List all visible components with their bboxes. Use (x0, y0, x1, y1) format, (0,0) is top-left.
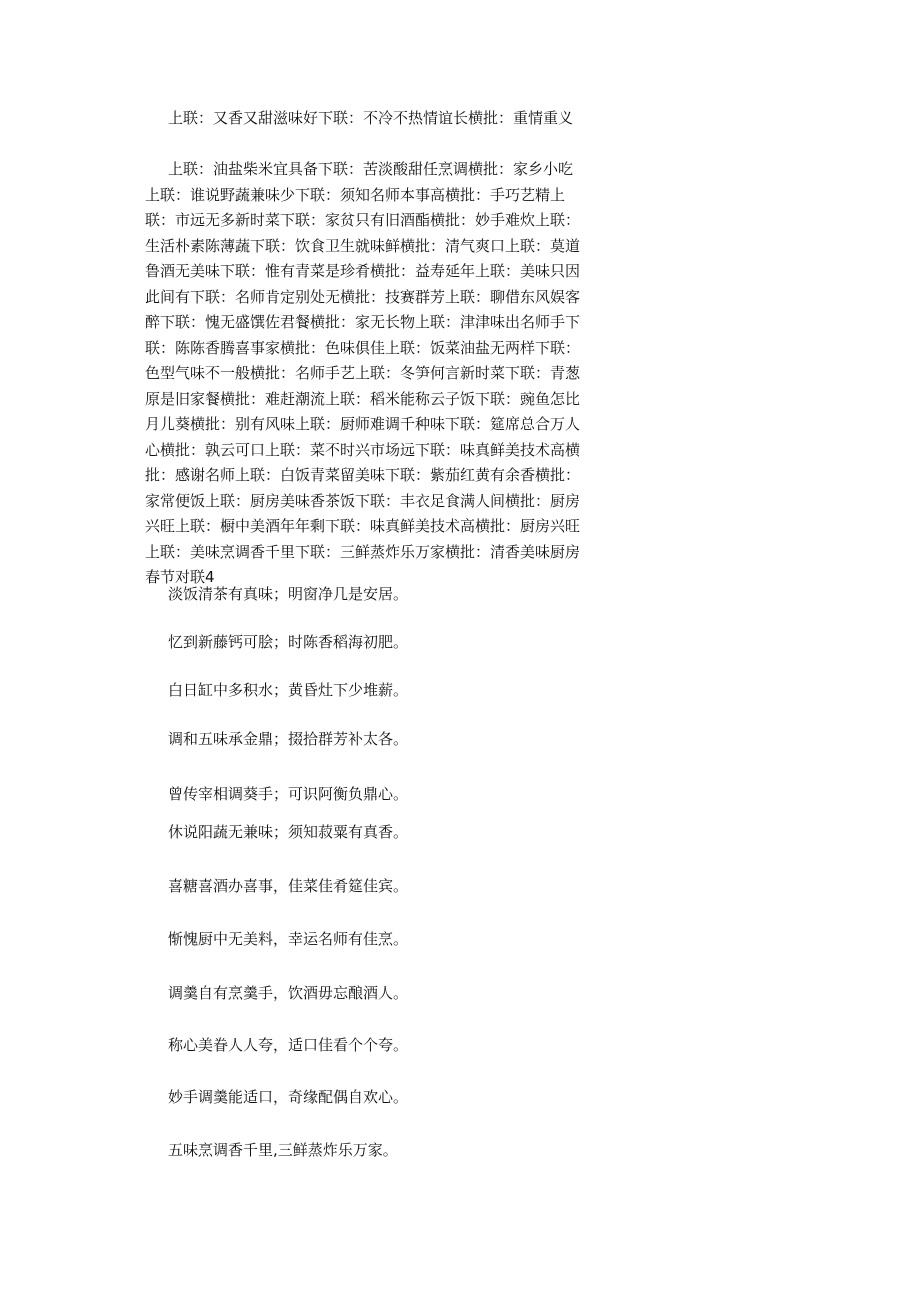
couplet-line: 休说阳蔬无兼味；须知菽粟有真香。 (168, 823, 409, 841)
paragraph-couplet-list: 上联：油盐柴米宜具备下联：苦淡酸甜任烹调横批：家乡小吃上联：谁说野蔬兼味少下联：须知名师本事高横批：手巧艺精上联：市远无多新时菜下联：家贫只有旧酒酯横批：妙手难炊上联：生活朴素陈薄蔬下联：饮食卫生就味鲜横批：清气爽口上联：莫道鲁酒无美味下联：惟有青菜是珍肴横批：益寿延年上联：美味只因此间有下联：名师肯定别处无横批：技赛群芳上联：聊借东风娱客醉下联：愧无盛馔佐君餐横批：家无长物上联：津津味出名师手下联：陈陈香腾喜事家横批：色味俱佳上联：饭菜油盐无两样下联：色型气味不一般横批：名师手艺上联：冬笋何言新时菜下联：青葱原是旧家餐横批：难赶潮流上联：稻米能称云子饭下联：豌鱼怎比月儿葵横批：别有风味上联：厨师难调千种味下联：筵席总合万人心横批：孰云可口上联：菜不时兴市场远下联：味真鲜美技术高横批：感谢名师上联：白饭青菜留美味下联：紫茄红黄有余香横批：家常便饭上联：厨房美味香茶饭下联：丰衣足食满人间横批：厨房兴旺上联：橱中美酒年年剩下联：味真鲜美技术高横批：厨房兴旺上联：美味烹调香千里下联：三鲜蒸炸乐万家横批：清香美味厨房春节对联4 (145, 160, 581, 586)
couplet-line: 称心美眷人人夸，适口佳看个个夸。 (168, 1036, 409, 1054)
couplet-line: 调和五味承金鼎；掇拾群芳补太各。 (168, 730, 409, 748)
couplet-line: 曾传宰相调葵手；可识阿衡负鼎心。 (168, 785, 409, 803)
couplet-line: 忆到新藤钙可脍；时陈香稻海初肥。 (168, 633, 409, 651)
couplet-line: 喜糖喜酒办喜事，佳菜佳肴筵佳宾。 (168, 877, 409, 895)
couplet-line: 妙手调羹能适口，奇缘配偶自欢心。 (168, 1088, 409, 1106)
couplet-line: 五味烹调香千里,三鲜蒸炸乐万家。 (168, 1141, 398, 1159)
paragraph-couplet-intro: 上联：又香又甜滋味好下联：不冷不热情谊长横批：重情重义 (168, 109, 574, 127)
couplet-line: 淡饭清茶有真味；明窗净几是安居。 (168, 585, 409, 603)
couplet-line: 惭愧厨中无美料，幸运名师有佳烹。 (168, 930, 409, 948)
couplet-line: 白日缸中多积水；黄昏灶下少堆薪。 (168, 681, 409, 699)
couplet-line: 调羹自有烹羹手，饮酒毋忘酿酒人。 (168, 984, 409, 1002)
